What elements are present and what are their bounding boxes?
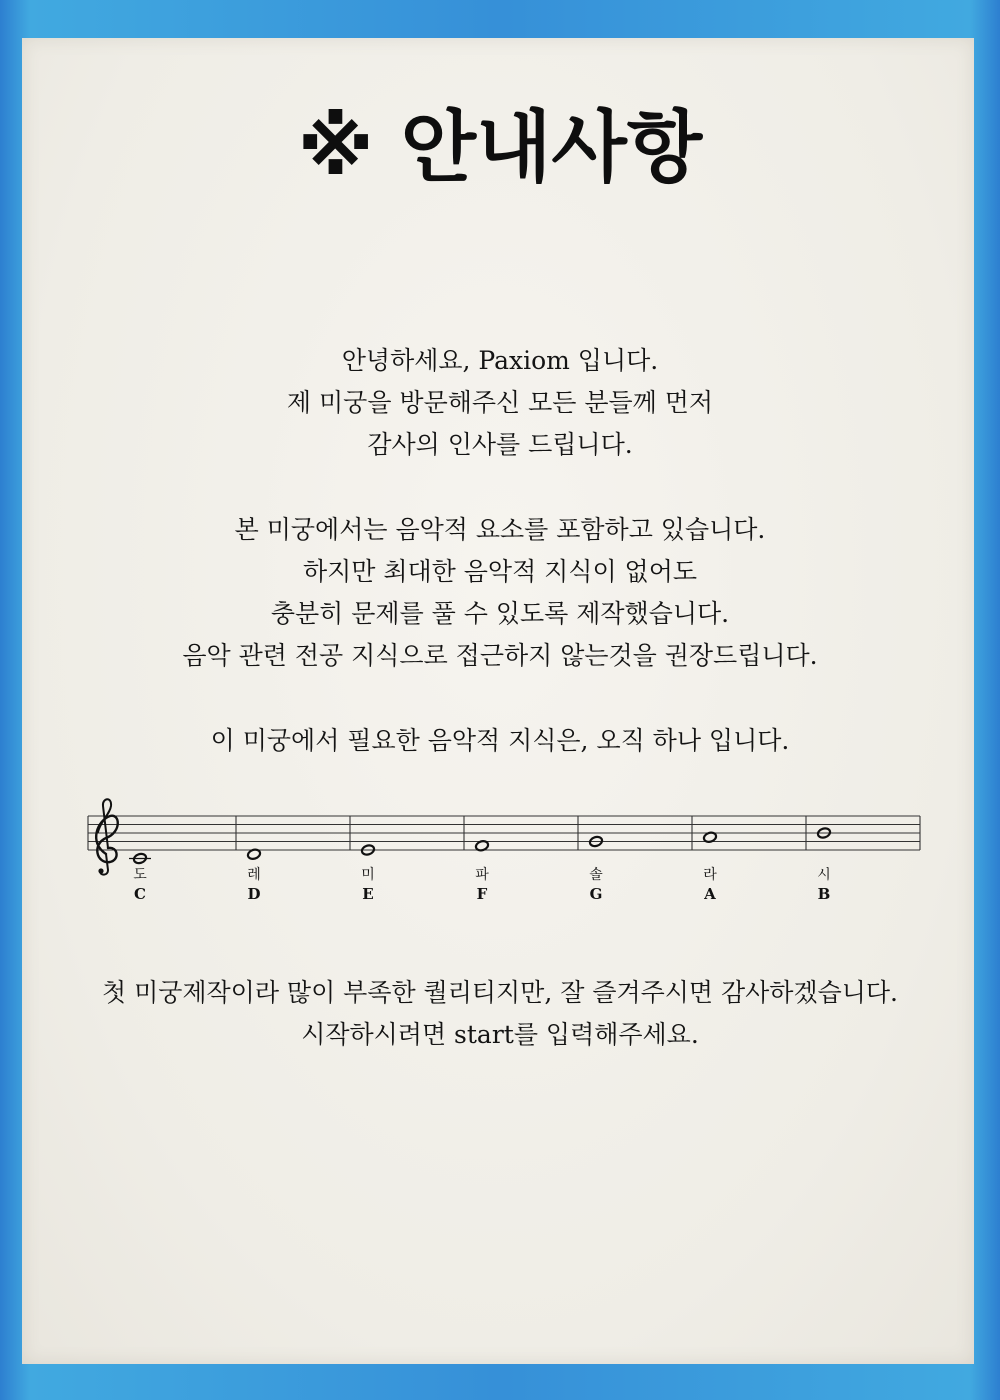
closing-line: 첫 미궁제작이라 많이 부족한 퀄리티지만, 잘 즐겨주시면 감사하겠습니다. <box>101 978 899 1007</box>
note-korean-name: 도 <box>133 867 147 883</box>
note-letter-name: G <box>589 885 603 903</box>
note-korean-name: 미 <box>361 867 375 883</box>
note-letter-name: D <box>247 885 261 903</box>
requirement-paragraph <box>0 720 1000 762</box>
note-korean-name: 솔 <box>589 867 603 883</box>
note-label <box>348 866 388 904</box>
greeting-line: 감사의 인사를 드립니다. <box>367 430 633 459</box>
notice-line: 본 미궁에서는 음악적 요소를 포함하고 있습니다. <box>234 515 766 544</box>
closing-line: 시작하시려면 start를 입력해주세요. <box>301 1020 699 1049</box>
greeting-line: 안녕하세요, Paxiom 입니다. <box>341 346 659 375</box>
note-label <box>462 866 502 904</box>
note-label <box>804 866 844 904</box>
note-korean-name: 레 <box>247 867 261 883</box>
note-label <box>120 866 160 904</box>
note-label <box>690 866 730 904</box>
notice-line: 음악 관련 전공 지식으로 접근하지 않는것을 권장드립니다. <box>182 641 818 670</box>
music-staff <box>84 792 924 912</box>
note-letter-name: C <box>134 885 146 903</box>
notice-paragraph <box>0 509 1000 677</box>
notice-line: 하지만 최대한 음악적 지식이 없어도 <box>302 557 698 586</box>
closing-paragraph <box>0 972 1000 1056</box>
note-label <box>576 866 616 904</box>
note-letter-name: A <box>704 885 716 903</box>
notice-line: 충분히 문제를 풀 수 있도록 제작했습니다. <box>270 599 730 628</box>
note-letter-name: B <box>817 885 831 903</box>
note-letter-name: E <box>362 885 374 903</box>
note-korean-name: 파 <box>475 867 489 883</box>
greeting-paragraph <box>0 340 1000 466</box>
paper-sheet <box>22 38 974 1364</box>
note-labels <box>84 792 924 912</box>
note-label <box>234 866 274 904</box>
greeting-line: 제 미궁을 방문해주신 모든 분들께 먼저 <box>286 388 714 417</box>
requirement-line: 이 미궁에서 필요한 음악적 지식은, 오직 하나 입니다. <box>210 726 790 755</box>
note-letter-name: F <box>476 885 488 903</box>
note-korean-name: 시 <box>817 867 831 883</box>
note-korean-name: 라 <box>703 867 717 883</box>
page-title: ※ 안내사항 <box>297 103 703 193</box>
